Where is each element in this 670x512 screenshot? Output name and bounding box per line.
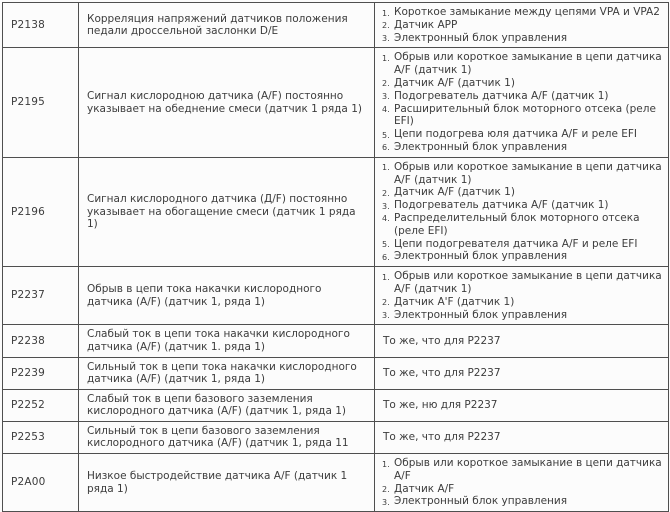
cause-number: 1. [382, 53, 390, 63]
cause-text: Датчик A/F (датчик 1) [394, 186, 515, 199]
cause-text: Обрыв или короткое замыкание в цепи датчика A/F [394, 457, 662, 482]
cause-number: 4. [382, 105, 390, 115]
table-row [3, 48, 669, 157]
cause-item [382, 199, 662, 212]
cause-text: Обрыв или короткое замыкание в цепи датчика A/F (датчик 1) [394, 160, 662, 186]
cause-number: 6. [382, 143, 390, 153]
cause-item [382, 483, 662, 496]
dtc-description: Сильный ток в цепи тока накачки кислородного датчика (A/F) (датчик 1, ряда 1) [79, 357, 375, 389]
dtc-description: Сильный ток в цепи базового заземления кислородного датчика (A/F) (датчик 1, ряда 11 [79, 421, 375, 453]
table-row [3, 357, 669, 389]
cause-item [382, 250, 662, 263]
cause-number: 3. [382, 201, 390, 211]
cause-text: Распределительный блок моторного отсека (реле EFI) [394, 211, 640, 237]
cause-number: 2. [382, 79, 390, 89]
dtc-causes [375, 267, 669, 325]
cause-item [382, 141, 662, 154]
dtc-code: P2237 [3, 267, 79, 325]
cause-number: 3. [382, 34, 390, 44]
cause-number: 1. [382, 272, 390, 282]
cause-text: Расширительный блок моторного отсека (реле EFI) [394, 102, 656, 128]
cause-item [382, 309, 662, 322]
dtc-table-body [3, 3, 669, 512]
dtc-description: Низкое быстродействие датчика A/F (датчик 1 ряда 1) [79, 454, 375, 512]
dtc-causes [375, 421, 669, 453]
cause-item [382, 270, 662, 296]
cause-number: 3. [382, 311, 390, 321]
cause-item [382, 19, 662, 32]
cause-same-as-text: То же, ню для P2237 [383, 399, 498, 411]
cause-text: Электронный блок управления [394, 250, 568, 263]
dtc-causes [375, 3, 669, 48]
table-row [3, 157, 669, 266]
dtc-description: Корреляция напряжений датчиков положения педали дроссельной заслонки D/E [79, 3, 375, 48]
cause-item [382, 6, 662, 19]
dtc-code: P2195 [3, 48, 79, 157]
dtc-causes [375, 357, 669, 389]
table-row [3, 3, 669, 48]
dtc-code: P2138 [3, 3, 79, 48]
dtc-code: P2253 [3, 421, 79, 453]
cause-number: 5. [382, 240, 390, 250]
dtc-code: P2239 [3, 357, 79, 389]
table-row [3, 454, 669, 512]
cause-item [382, 128, 662, 141]
cause-same-as-text: То же, что для P2237 [383, 334, 501, 347]
cause-item [382, 238, 662, 251]
cause-number: 2. [382, 298, 390, 308]
dtc-table [2, 2, 669, 512]
cause-number: 2. [382, 485, 390, 495]
cause-number: 2. [382, 21, 390, 31]
cause-item [382, 495, 662, 508]
cause-text: Обрыв или короткое замыкание в цепи датчика A/F (датчик 1) [394, 270, 662, 295]
cause-text: Датчик A'F (датчик 1) [394, 295, 515, 308]
dtc-description: Сигнал кислородного датчика (Д/F) постоянно указывает на обогащение смеси (датчик 1 ряда 1) [79, 157, 375, 266]
dtc-causes [375, 48, 669, 157]
dtc-causes [375, 454, 669, 512]
table-row [3, 421, 669, 453]
cause-number: 4. [382, 214, 390, 224]
cause-number: 2. [382, 188, 390, 198]
cause-number: 1. [382, 459, 390, 469]
cause-item [382, 296, 662, 309]
cause-text: Датчик APP [394, 18, 458, 31]
cause-text: Датчик A/F (датчик 1) [394, 76, 515, 89]
cause-item [382, 103, 662, 129]
cause-item [382, 457, 662, 483]
cause-text: Подогреватель датчика A/F (датчик 1) [394, 199, 609, 212]
dtc-causes [375, 325, 669, 357]
cause-text: Цепи подогрева юля датчика A/F и реле EFI [394, 128, 638, 141]
cause-item [382, 77, 662, 90]
cause-item [382, 90, 662, 103]
dtc-code: P2238 [3, 325, 79, 357]
cause-number: 3. [382, 92, 390, 102]
dtc-description: Слабый ток в цепи тока накачки кислородного датчика (A/F) (датчик 1. ряда 1) [79, 325, 375, 357]
cause-number: 1. [382, 8, 390, 18]
cause-item [382, 161, 662, 187]
cause-text: Электронный блок управления [394, 495, 568, 508]
dtc-code: P2252 [3, 389, 79, 421]
cause-item [382, 51, 662, 77]
table-row [3, 325, 669, 357]
cause-text: Короткое замыкание между цепями VPA и VPA2 [394, 6, 660, 18]
cause-same-as-text: То же, что для P2237 [383, 366, 501, 379]
cause-text: Электронный блок управления [394, 308, 568, 321]
cause-text: Датчик A/F [394, 482, 455, 495]
cause-text: Подогреватель датчика A/F (датчик 1) [394, 89, 609, 102]
cause-item [382, 32, 662, 45]
dtc-code: P2196 [3, 157, 79, 266]
cause-same-as-text: То же, что для P2237 [383, 431, 501, 444]
dtc-description: Обрыв в цепи тока накачки кислородного датчика (A/F) (датчик 1, ряда 1) [79, 267, 375, 325]
cause-text: Электронный блок управления [394, 140, 568, 153]
dtc-causes [375, 389, 669, 421]
dtc-causes [375, 157, 669, 266]
cause-number: 3. [382, 497, 390, 507]
cause-number: 1. [382, 163, 390, 173]
cause-text: Обрыв или короткое замыкание в цепи датчика A/F (датчик 1) [394, 51, 662, 77]
cause-text: Электронный блок управления [394, 31, 568, 44]
dtc-description: Слабый ток в цепи базового заземления кислородного датчика (A/F) (датчик 1, ряда 1) [79, 389, 375, 421]
table-row [3, 389, 669, 421]
cause-number: 6. [382, 252, 390, 262]
table-row [3, 267, 669, 325]
cause-item [382, 186, 662, 199]
dtc-manual-page [0, 2, 670, 508]
cause-text: Цепи подогревателя датчика A/F и реле EFI [394, 237, 638, 250]
dtc-description: Сигнал кислородною датчика (A/F) постоянно указывает на обеднение смеси (датчик 1 ряда 1) [79, 48, 375, 157]
cause-item [382, 212, 662, 238]
dtc-code: P2A00 [3, 454, 79, 512]
cause-number: 5. [382, 130, 390, 140]
